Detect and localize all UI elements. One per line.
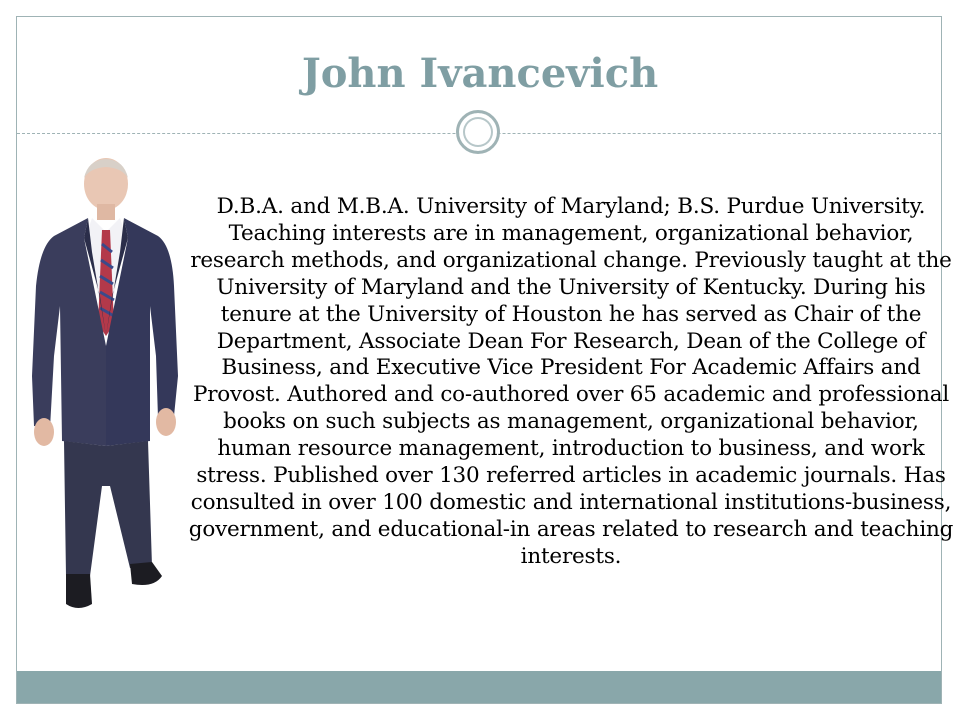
bio-text: D.B.A. and M.B.A. University of Maryland; B.S. Purdue University. Teaching interests are in management, organizational behavior, research methods, and organizational change. Previously taught at the University of Maryland and the University of Kentucky. During his tenure at the University of Houston he has served as Chair of the Department, Associate Dean For Research, Dean of the College of Business, and Executive Vice President For Academic Affairs and Provost. Authored and co-authored over 65 academic and professional books on such subjects as management, organizational behavior, human resource management, introduction to business, and work stress. Published over 130 referred articles in academic journals. Has consulted in over 100 domestic and international institutions-business, government, and educational-in areas related to research and teaching interests. [188,194,954,569]
slide-title: John Ivancevich [301,50,659,97]
portrait-photo [26,156,182,616]
footer-bar [17,671,941,703]
divider-circle-ornament [456,110,500,154]
